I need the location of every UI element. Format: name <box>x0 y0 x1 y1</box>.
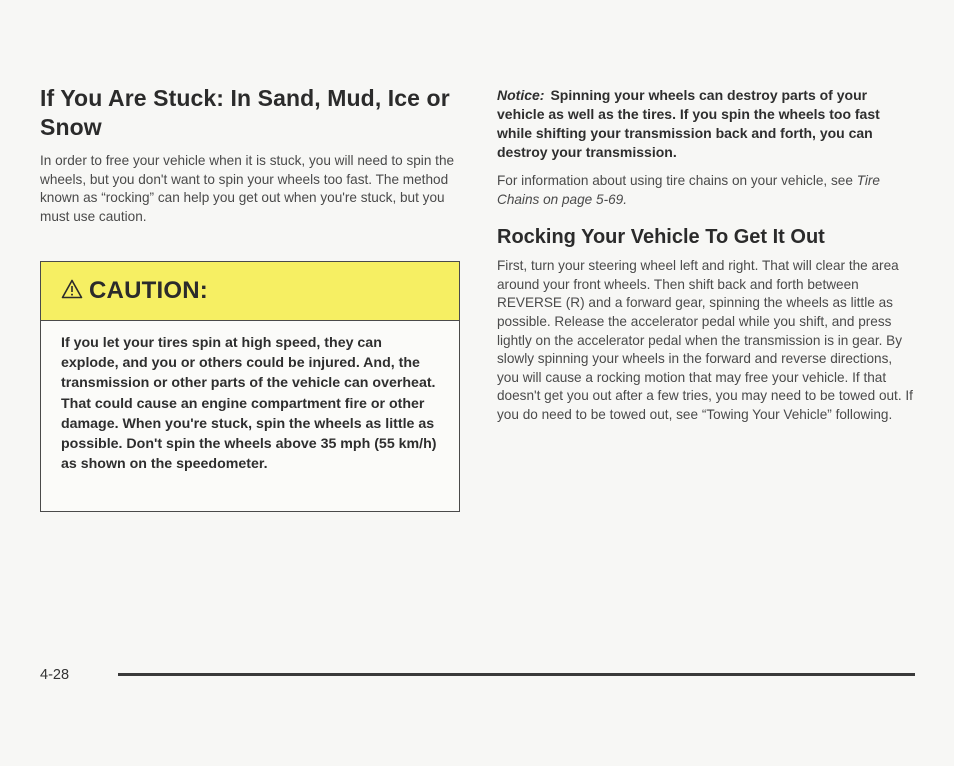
notice-block <box>497 86 917 162</box>
chains-paragraph <box>497 172 917 209</box>
section-heading-rocking: Rocking Your Vehicle To Get It Out <box>497 226 825 249</box>
footer-rule <box>118 673 915 676</box>
caution-title: CAUTION: <box>89 277 208 304</box>
chains-reference: Tire Chains on page 5-69. <box>497 173 880 207</box>
page-number: 4-28 <box>40 667 70 683</box>
notice-label: Notice: <box>497 87 545 103</box>
notice-text: Spinning your wheels can destroy parts of your vehicle as well as the tires. If you spin the wheels too fast while shifting your transmission back and forth, you can destroy your transmission. <box>497 87 880 160</box>
rocking-paragraph: First, turn your steering wheel left and right. That will clear the area around your front wheels. Then shift back and forth between REVERSE (R) and a forward gear, spinning the wheels as little as possible. Release the accelerator pedal while you shift, and press lightly on the accelerator pedal when the transmission is in gear. By slowly spinning your wheels in the forward and reverse directions, you will cause a rocking motion that may free your vehicle. If that doesn't get you out after a few tries, you may need to be towed out. If you do need to be towed out, see “Towing Your Vehicle” following. <box>497 258 913 422</box>
caution-header <box>41 262 459 321</box>
warning-triangle-icon <box>61 279 83 304</box>
section-heading-stuck: If You Are Stuck: In Sand, Mud, Ice or Snow <box>40 85 450 140</box>
chains-text: For information about using tire chains on your vehicle, see <box>497 173 853 188</box>
caution-box <box>40 261 460 512</box>
left-column <box>40 84 464 226</box>
stuck-intro-paragraph: In order to free your vehicle when it is stuck, you will need to spin the wheels, but you don't want to spin your wheels too fast. The method known as “rocking” can help you get out when you're stuck, but you must use caution. <box>40 153 455 224</box>
right-column <box>497 86 917 425</box>
caution-text: If you let your tires spin at high speed, they can explode, and you or others could be injured. And, the transmission or other parts of the vehicle can overheat. That could cause an engine compartment fire or other damage. When you're stuck, spin the wheels as little as possible. Don't spin the wheels above 35 mph (55 km/h) as shown on the speedometer. <box>61 335 437 473</box>
